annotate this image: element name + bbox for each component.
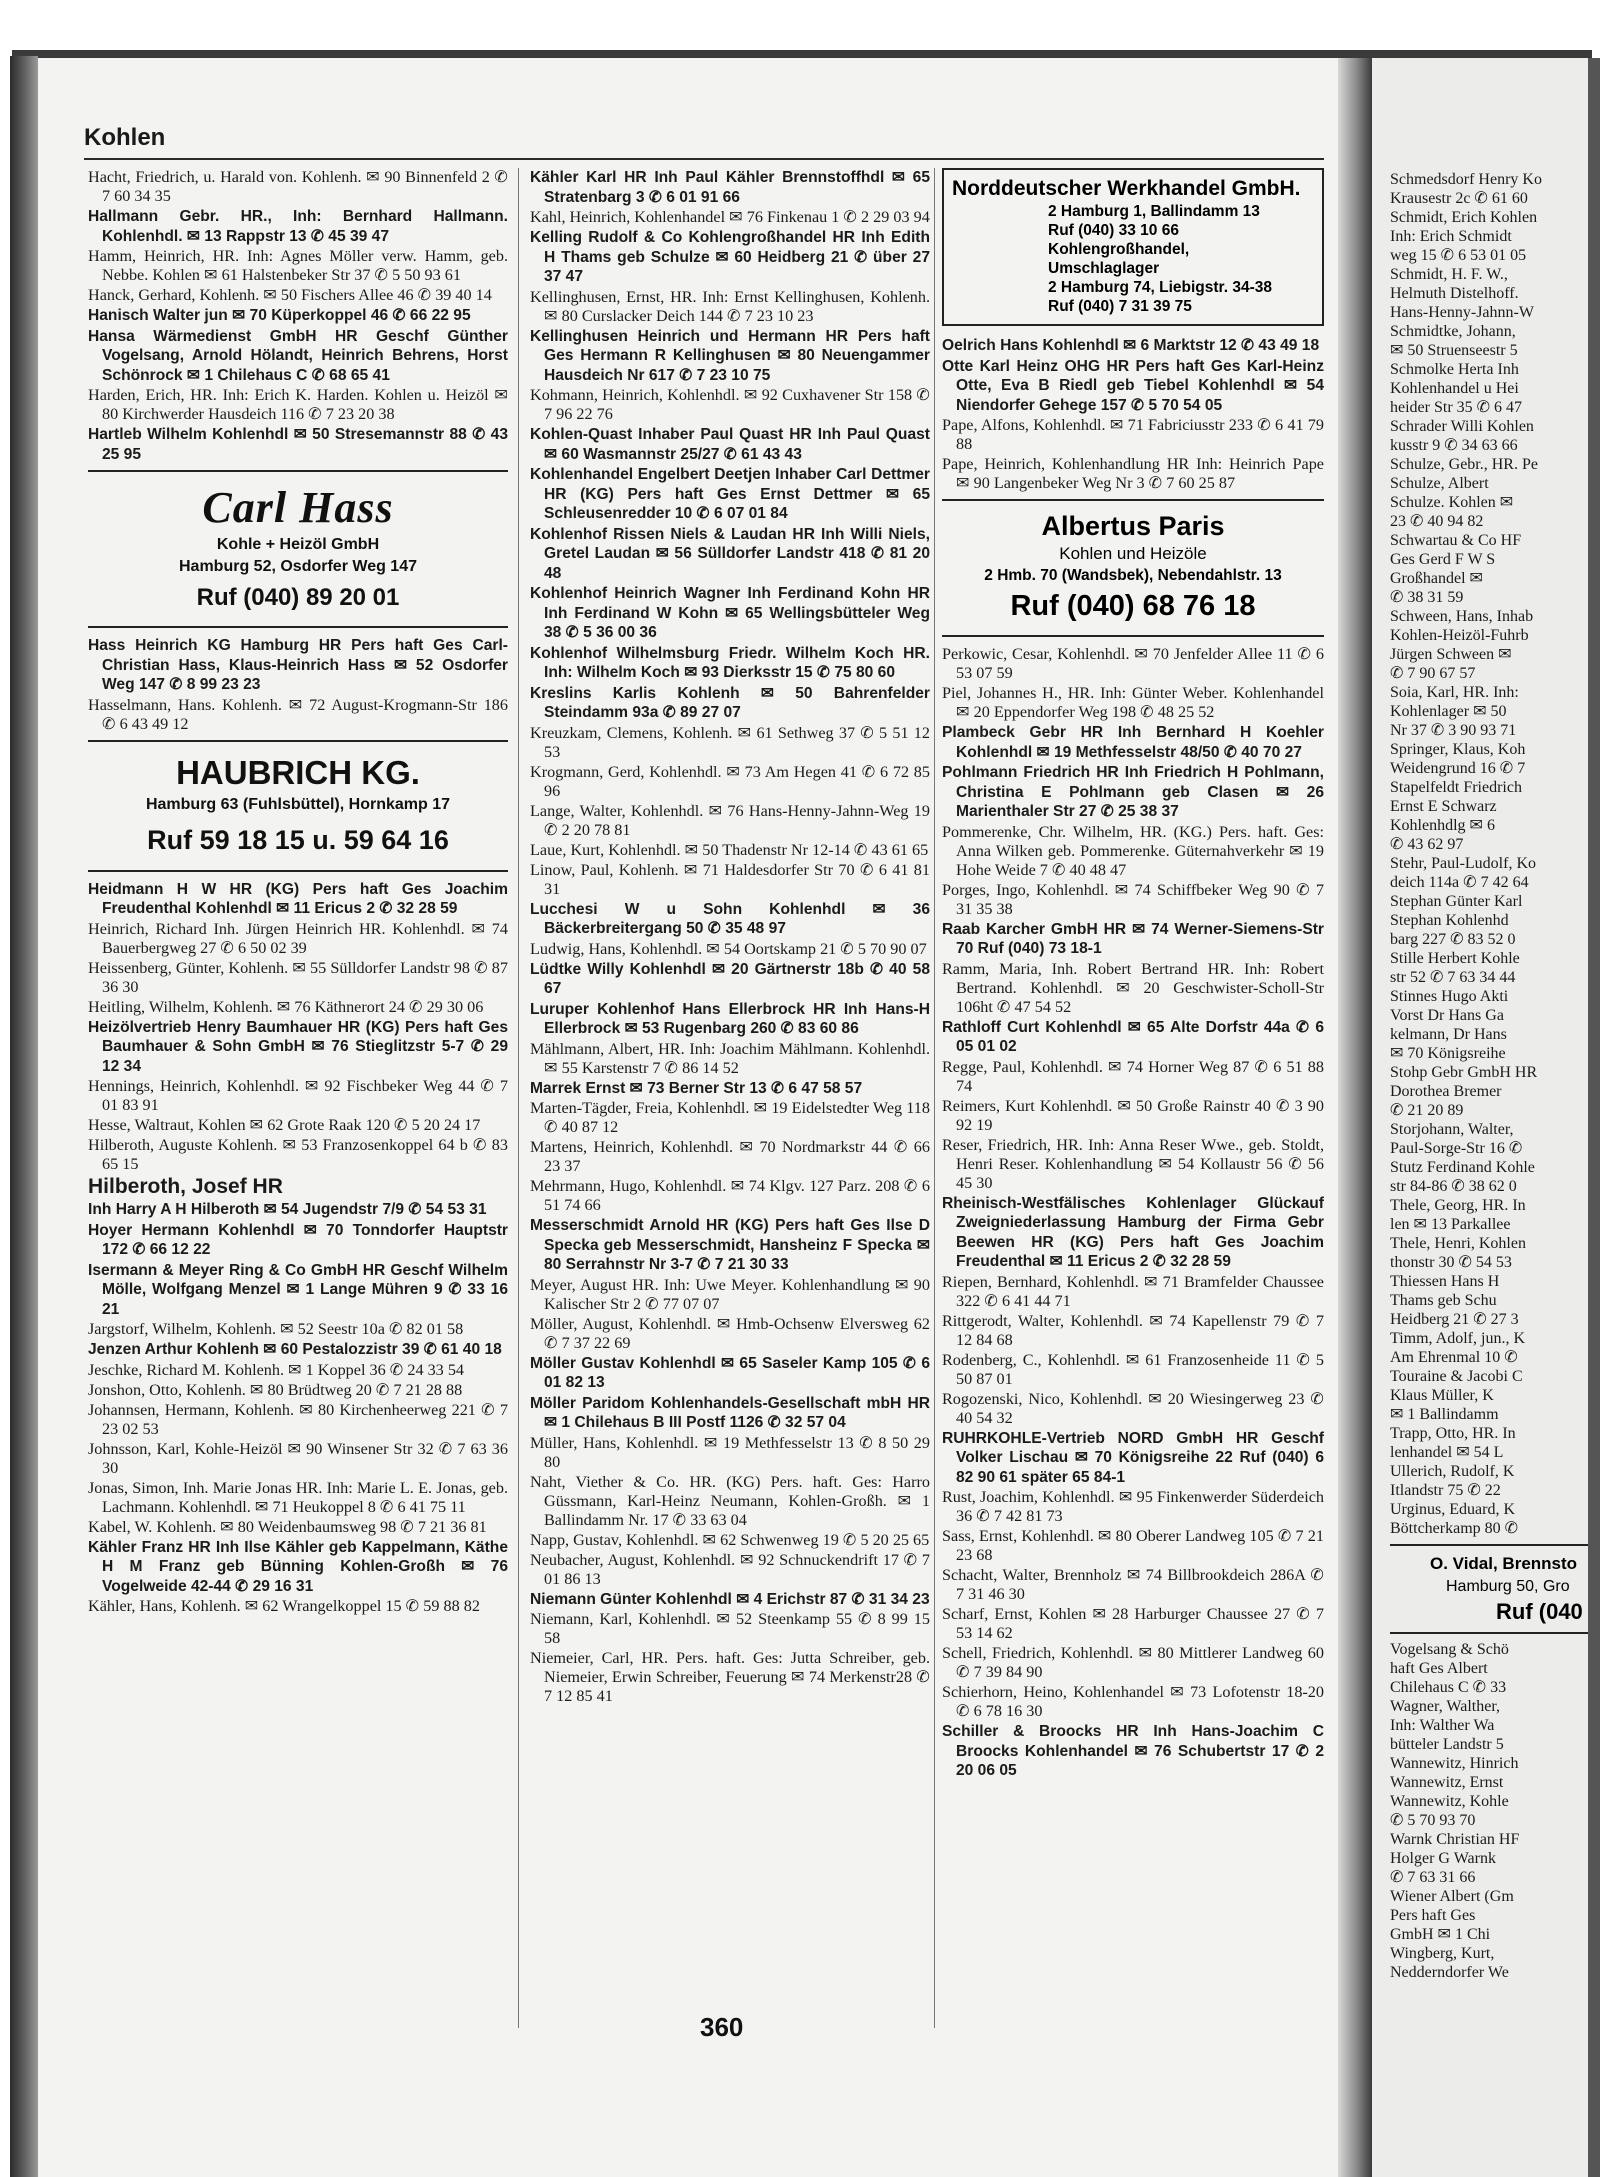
listing-entry: Marten-Tägder, Freia, Kohlenhdl. ✉ 19 Eidelstedter Weg 118 ✆ 40 87 12 [530,1099,930,1136]
listing-entry: Thams geb Schu [1390,1292,1497,1309]
listing-entry: kusstr 9 ✆ 34 63 66 [1390,437,1518,454]
listing-entry: Touraine & Jacobi C [1390,1368,1523,1385]
listing-entry: Schmedsdorf Henry Ko [1390,171,1542,188]
listing-entry: RUHRKOHLE-Vertrieb NORD GmbH HR Geschf Volker Lischau ✉ 70 Königsreihe 22 Ruf (040) 6 82 90 61 später 65 84-1 [942,1429,1324,1486]
listing-entry: Johnsson, Karl, Kohle-Heizöl ✉ 90 Winsener Str 32 ✆ 7 63 36 30 [88,1439,508,1477]
listing-entry: Kohlenhof Heinrich Wagner Inh Ferdinand Kohn HR Inh Ferdinand W Kohn ✉ 65 Wellingsbütteler Weg 38 ✆ 5 36 00 36 [530,585,930,641]
ad-vidal [1390,1544,1600,1634]
listing-entry: Ges Gerd F W S [1390,551,1496,568]
listing-entry: bütteler Landstr 5 [1390,1736,1504,1753]
listing-entry: ✆ 7 90 67 57 [1390,665,1476,682]
listing-entry: Neubacher, August, Kohlenhdl. ✉ 92 Schnuckendrift 17 ✆ 7 01 86 13 [530,1550,930,1588]
ad-address: 2 Hmb. 70 (Wandsbek), Nebendahlstr. 13 [984,567,1282,584]
carl-hass-logo: Carl Hass [202,483,394,532]
listing-entry: Itlandstr 75 ✆ 22 [1390,1482,1501,1499]
listing-entry: Kelling Rudolf & Co Kohlengroßhandel HR Inh Edith H Thams geb Schulze ✉ 60 Heidberg 21 ✆ über 27 37 47 [530,229,930,285]
listing-entry: Schiller & Broocks HR Inh Hans-Joachim C Broocks Kohlenhandel ✉ 76 Schubertstr 17 ✆ 2 20 06 05 [942,1723,1324,1779]
page-title: Kohlen [84,124,166,151]
listing-entry: Hans-Henny-Jahnn-W [1390,304,1534,321]
ad-norddeutscher-werkhandel [942,168,1324,326]
listing-entry: Napp, Gustav, Kohlenhdl. ✉ 62 Schwenweg 19 ✆ 5 20 25 65 [530,1530,930,1549]
page-number: 360 [700,2012,744,2042]
listing-entry: Kohmann, Heinrich, Kohlenhdl. ✉ 92 Cuxhavener Str 158 ✆ 7 96 22 76 [530,386,930,423]
ad-line: Ruf (040) 33 10 66 [1048,222,1179,239]
listing-entry: Kähler, Hans, Kohlenh. ✉ 62 Wrangelkoppel 15 ✆ 59 88 82 [88,1597,480,1615]
ad-phone: Ruf (040) 68 76 18 [1010,590,1256,622]
listing-entry: Hesse, Waltraut, Kohlen ✉ 62 Grote Raak 120 ✆ 5 20 24 17 [88,1116,481,1134]
listing-entry: Ullerich, Rudolf, K [1390,1463,1515,1480]
listing-entry: Jenzen Arthur Kohlenh ✉ 60 Pestalozzistr 39 ✆ 61 40 18 [88,1341,502,1358]
listing-entry: Reser, Friedrich, HR. Inh: Anna Reser Wwe., geb. Stoldt, Henri Reser. Kohlenhandlung ✉ 54 Kollaustr 56 ✆ 56 45 30 [942,1135,1324,1192]
book-edge-right [1588,58,1600,2177]
listing-entry: Hennings, Heinrich, Kohlenhdl. ✉ 92 Fischbeker Weg 44 ✆ 7 01 83 91 [88,1077,508,1114]
book-edge [12,50,1592,58]
listing-entry: Ludwig, Hans, Kohlenhdl. ✉ 54 Oortskamp 21 ✆ 5 70 90 07 [530,939,927,958]
listing-entry: 23 ✆ 40 94 82 [1390,513,1484,530]
listing-entry: Kabel, W. Kohlenh. ✉ 80 Weidenbaumsweg 98 ✆ 7 21 36 81 [88,1517,487,1536]
listing-entry: Niemann Günter Kohlenhdl ✉ 4 Erichstr 87 ✆ 31 34 23 [530,1590,930,1608]
listing-entry: Kahl, Heinrich, Kohlenhandel ✉ 76 Finkenau 1 ✆ 2 29 03 94 [530,208,930,226]
listing-entry: Kohlenlager ✉ 50 [1390,703,1507,720]
listing-entry: Wiener Albert (Gm [1390,1888,1514,1905]
listing-entry: ✆ 5 70 93 70 [1390,1812,1476,1829]
listing-entry: Thele, Georg, HR. In [1390,1197,1526,1214]
listing-entry: Stohp Gebr GmbH HR [1390,1064,1538,1081]
entry-list-a [88,168,508,464]
column-3 [942,168,1324,1782]
listing-entry: Jeschke, Richard M. Kohlenh. ✉ 1 Koppel 36 ✆ 24 33 54 [88,1360,465,1379]
ad-address: Hamburg 50, Gro [1446,1578,1570,1595]
listing-entry: Rathloff Curt Kohlenhdl ✉ 65 Alte Dorfstr 44a ✆ 6 05 01 02 [942,1018,1324,1055]
listing-entry: Dorothea Bremer [1390,1083,1502,1100]
listing-entry: Piel, Johannes H., HR. Inh: Günter Weber. Kohlenhandel ✉ 20 Eppendorfer Weg 198 ✆ 48 25 52 [942,684,1324,721]
listing-entry: Plambeck Gebr HR Inh Bernhard H Koehler Kohlenhdl ✉ 19 Methfesselstr 48/50 ✆ 40 70 27 [942,724,1324,761]
listing-entry: Schulze. Kohlen ✉ [1390,494,1514,511]
listing-entry: kelmann, Dr Hans [1390,1026,1507,1043]
listing-entry: Kohlenhandel u Hei [1390,380,1519,397]
listing-entry: Vorst Dr Hans Ga [1390,1007,1504,1024]
listing-entry: Otte Karl Heinz OHG HR Pers haft Ges Karl-Heinz Otte, Eva B Riedl geb Tiebel Kohlenhdl ✉ 54 Niendorfer Gehege 157 ✆ 5 70 54 05 [942,357,1324,414]
listing-entry: ✆ 43 62 97 [1390,836,1464,853]
listing-entry: barg 227 ✆ 83 52 0 [1390,931,1516,948]
listing-entry: Rogozenski, Nico, Kohlenhdl. ✉ 20 Wiesingerweg 23 ✆ 40 54 32 [942,1389,1324,1427]
listing-entry: Kähler Franz HR Inh Ilse Kähler geb Kappelmann, Käthe H M Franz geb Bünning Kohlen-Großh ✉ 76 Vogelweide 42-44 ✆ 29 16 31 [88,1538,508,1595]
listing-entry: Storjohann, Walter, [1390,1121,1514,1138]
listing-entry: Urginus, Eduard, K [1390,1501,1516,1518]
ad-line: Kohlengroßhandel, [1048,241,1190,258]
book-spine [10,56,38,2177]
listing-entry: Rodenberg, C., Kohlenhdl. ✉ 61 Franzosenheide 11 ✆ 5 50 87 01 [942,1350,1324,1388]
listing-entry: Stephan Günter Karl [1390,893,1523,910]
listing-entry: Kellinghusen Heinrich und Hermann HR Pers haft Ges Hermann R Kellinghusen ✉ 80 Neuengammer Hausdeich Nr 617 ✆ 7 23 10 75 [530,327,930,384]
listing-entry: Ramm, Maria, Inh. Robert Bertrand HR. Inh: Robert Bertrand. Kohlenhdl. ✉ 20 Geschwister-Scholl-Str 106ht ✆ 47 54 52 [942,959,1324,1016]
listing-entry: Jonas, Simon, Inh. Marie Jonas HR. Inh: Marie L. E. Jonas, geb. Lachmann. Kohlenhdl. ✉ 71 Heukoppel 8 ✆ 6 41 75 11 [88,1478,508,1516]
ad-line: 2 Hamburg 1, Ballindamm 13 [1048,203,1260,220]
listing-entry: Nedderndorfer We [1390,1964,1509,1981]
listing-entry: Wagner, Walther, [1390,1698,1501,1715]
listing-entry: Helmuth Distelhoff. [1390,285,1519,302]
listing-entry: Klaus Müller, K [1390,1387,1494,1404]
listing-entry: weg 15 ✆ 6 53 01 05 [1390,247,1527,264]
page-gutter [1338,58,1372,2177]
listing-entry: Lange, Walter, Kohlenhdl. ✉ 76 Hans-Henny-Jahnn-Weg 19 ✆ 2 20 78 81 [530,801,930,839]
listing-entry: Schmolke Herta Inh [1390,361,1519,378]
listing-entry: Hansa Wärmedienst GmbH HR Geschf Günther Vogelsang, Arnold Hölandt, Heinrich Behrens, Horst Schönrock ✉ 1 Chilehaus C ✆ 68 65 41 [88,327,508,384]
listing-entry: Stutz Ferdinand Kohle [1390,1159,1535,1176]
column-divider [518,168,519,2028]
listing-entry: str 52 ✆ 7 63 34 44 [1390,969,1516,986]
listing-entry: Hass Heinrich KG Hamburg HR Pers haft Ges Carl-Christian Hass, Klaus-Heinrich Hass ✉ 52 Osdorfer Weg 147 ✆ 8 99 23 23 [88,637,508,693]
listing-entry: Chilehaus C ✆ 33 [1390,1679,1507,1696]
ad-title: O. Vidal, Brennsto [1430,1554,1578,1573]
listing-entry: Pape, Alfons, Kohlenhdl. ✉ 71 Fabriciusstr 233 ✆ 6 41 79 88 [942,416,1324,453]
listing-entry: Reimers, Kurt Kohlenhdl. ✉ 50 Große Rainstr 40 ✆ 3 90 92 19 [942,1096,1324,1134]
listing-entry: Hanck, Gerhard, Kohlenh. ✉ 50 Fischers Allee 46 ✆ 39 40 14 [88,286,492,304]
listing-entry: Mählmann, Albert, HR. Inh: Joachim Mählmann. Kohlenhdl. ✉ 55 Karstenstr 7 ✆ 86 14 52 [530,1039,930,1077]
ad-phone: Ruf (040 [1496,1599,1583,1624]
listing-entry: Schierhorn, Heino, Kohlenhandel ✉ 73 Lofotenstr 18-20 ✆ 6 78 16 30 [942,1683,1324,1720]
listing-entry: Paul-Sorge-Str 16 ✆ [1390,1140,1523,1157]
listing-entry: Thele, Henri, Kohlen [1390,1235,1526,1252]
listing-entry: Stinnes Hugo Akti [1390,988,1509,1005]
listing-entry: Riepen, Bernhard, Kohlenhdl. ✉ 71 Bramfelder Chaussee 322 ✆ 6 41 44 71 [942,1272,1324,1310]
listing-entry: Perkowic, Cesar, Kohlenhdl. ✉ 70 Jenfelder Allee 11 ✆ 6 53 07 59 [942,645,1324,682]
listing-entry: Jargstorf, Wilhelm, Kohlenh. ✉ 52 Seestr 10a ✆ 82 01 58 [88,1320,464,1338]
listing-entry: Stehr, Paul-Ludolf, Ko [1390,855,1537,872]
listing-entry: thonstr 30 ✆ 54 53 [1390,1254,1512,1271]
listing-entry: Soia, Karl, HR. Inh: [1390,684,1519,701]
listing-entry: Inh: Walther Wa [1390,1717,1495,1734]
listing-entry: Kohlenhandel Engelbert Deetjen Inhaber Carl Dettmer HR (KG) Pers haft Ges Ernst Dettmer ✉ 65 Schleusenredder 10 ✆ 6 07 01 84 [530,466,930,522]
listing-entry: Thiessen Hans H [1390,1273,1500,1290]
listing-entry: Hanisch Walter jun ✉ 70 Küperkoppel 46 ✆ 66 22 95 [88,307,471,324]
listing-entry: str 84-86 ✆ 38 62 0 [1390,1178,1517,1195]
listing-entry: Stephan Kohlenhd [1390,912,1509,929]
ad-title: Norddeutscher Werkhandel GmbH. [952,177,1301,200]
listing-entry: Kohlen-Heizöl-Fuhrb [1390,627,1529,644]
ad-address: Hamburg 52, Osdorfer Weg 147 [179,558,417,575]
listing-entry: Holger G Warnk [1390,1850,1496,1867]
haubrich-title: HAUBRICH KG. [176,753,420,791]
listing-entry: Hamm, Heinrich, HR. Inh: Agnes Möller verw. Hamm, geb. Nebbe. Kohlen ✉ 61 Halstenbeker Str 37 ✆ 5 50 93 61 [88,247,508,284]
listing-entry: Möller Gustav Kohlenhdl ✉ 65 Saseler Kamp 105 ✆ 6 01 82 13 [530,1354,930,1391]
hilberoth-detail: Inh Harry A H Hilberoth ✉ 54 Jugendstr 7/9 ✆ 54 53 31 [88,1201,487,1218]
listing-entry: Harden, Erich, HR. Inh: Erich K. Harden. Kohlen u. Heizöl ✉ 80 Kirchwerder Hausdeich 116 ✆ 7 23 20 38 [88,386,508,423]
ad-line: Umschlaglager [1048,260,1160,277]
listing-entry: Möller Paridom Kohlenhandels-Gesellschaft mbH HR ✉ 1 Chilehaus B III Postf 1126 ✆ 32 57 04 [530,1394,930,1431]
ad-albertus-paris [942,499,1324,637]
listing-entry: Niemann, Karl, Kohlenhdl. ✉ 52 Steenkamp 55 ✆ 8 99 15 58 [530,1610,930,1647]
entry-list [530,168,930,1706]
listing-entry: Rust, Joachim, Kohlenhdl. ✉ 95 Finkenwerder Süderdeich 36 ✆ 7 42 81 73 [942,1488,1324,1525]
entry-list-b [88,636,508,734]
listing-entry: Niemeier, Carl, HR. Pers. haft. Ges: Jutta Schreiber, geb. Niemeier, Erwin Schreiber, Feuerung ✉ 74 Merkenstr28 ✆ 7 12 85 41 [530,1649,930,1705]
listing-entry: Rittgerodt, Walter, Kohlenhdl. ✉ 74 Kapellenstr 79 ✆ 7 12 84 68 [942,1311,1324,1349]
ad-line: Ruf (040) 7 31 39 75 [1048,298,1192,315]
listing-entry: Laue, Kurt, Kohlenhdl. ✉ 50 Thadenstr Nr 12-14 ✆ 43 61 65 [530,840,929,859]
listing-entry: Hasselmann, Hans. Kohlenh. ✉ 72 August-Krogmann-Str 186 ✆ 6 43 49 12 [88,695,508,733]
listing-entry: lenhandel ✉ 54 L [1390,1444,1504,1461]
listing-entry: Jonshon, Otto, Kohlenh. ✉ 80 Brüdtweg 20 ✆ 7 21 28 88 [88,1380,463,1399]
listing-entry: Linow, Paul, Kohlenh. ✉ 71 Haldesdorfer Str 70 ✆ 6 41 81 31 [530,860,930,898]
ad-carl-hass [88,470,508,628]
listing-entry: Naht, Viether & Co. HR. (KG) Pers. haft. Ges: Harro Güssmann, Karl-Heinz Neumann, Kohlen-Großh. ✉ 1 Ballindamm Nr. 17 ✆ 33 63 04 [530,1472,930,1529]
listing-entry: Hoyer Hermann Kohlenhdl ✉ 70 Tonndorfer Hauptstr 172 ✆ 66 12 22 [88,1221,508,1258]
ad-phone: Ruf 59 18 15 u. 59 64 16 [147,824,449,855]
listing-entry: Pers haft Ges [1390,1907,1476,1924]
listing-entry: Schmidt, H. F. W., [1390,266,1508,283]
entry-list-b [1390,1640,1600,1982]
ad-haubrich [88,740,508,872]
listing-entry: Vogelsang & Schö [1390,1641,1509,1658]
ad-line: 2 Hamburg 74, Liebigstr. 34-38 [1048,279,1272,296]
right-page-column [1390,170,1600,1982]
ad-address: Hamburg 63 (Fuhlsbüttel), Hornkamp 17 [145,795,451,813]
listing-entry: GmbH ✉ 1 Chi [1390,1926,1491,1943]
listing-entry: Luruper Kohlenhof Hans Ellerbrock HR Inh Hans-H Ellerbrock ✉ 53 Rugenbarg 260 ✆ 83 60 86 [530,1000,930,1037]
listing-entry: Heinrich, Richard Inh. Jürgen Heinrich HR. Kohlenhdl. ✉ 74 Bauerbergweg 27 ✆ 6 50 02 39 [88,919,508,957]
entry-list-c [88,880,508,1175]
listing-entry: Pape, Heinrich, Kohlenhandlung HR Inh: Heinrich Pape ✉ 90 Langenbeker Weg Nr 3 ✆ 7 60 25 87 [942,455,1324,492]
listing-entry: Krogmann, Gerd, Kohlenhdl. ✉ 73 Am Hegen 41 ✆ 6 72 85 96 [530,762,930,800]
listing-entry: Martens, Heinrich, Kohlenhdl. ✉ 70 Nordmarkstr 44 ✆ 66 23 37 [530,1138,930,1175]
listing-entry: Schrader Willi Kohlen [1390,418,1534,435]
listing-entry: Heissenberg, Günter, Kohlenh. ✉ 55 Sülldorfer Landstr 98 ✆ 87 36 30 [88,958,508,996]
listing-entry: Mehrmann, Hugo, Kohlenhdl. ✉ 74 Klgv. 127 Parz. 208 ✆ 6 51 74 66 [530,1177,930,1214]
listing-entry: Pohlmann Friedrich HR Inh Friedrich H Pohlmann, Christina E Pohlmann geb Clasen ✉ 26 Marienthaler Str 27 ✆ 25 38 37 [942,764,1324,820]
ad-phone: Ruf (040) 89 20 01 [196,584,400,611]
listing-entry: Heidmann H W HR (KG) Pers haft Ges Joachim Freudenthal Kohlenhdl ✉ 11 Ericus 2 ✆ 32 28 59 [88,880,508,917]
listing-entry: Großhandel ✉ [1390,570,1483,587]
listing-entry: Stapelfeldt Friedrich [1390,779,1522,796]
listing-entry: ✉ 1 Ballindamm [1390,1406,1499,1423]
listing-entry: Regge, Paul, Kohlenhdl. ✉ 74 Horner Weg 87 ✆ 6 51 88 74 [942,1057,1324,1095]
listing-entry: Schulze, Albert [1390,475,1489,492]
listing-entry: Wannewitz, Hinrich [1390,1755,1519,1772]
listing-entry: Messerschmidt Arnold HR (KG) Pers haft Ges Ilse D Specka geb Messerschmidt, Hansheinz F Specka ✉ 80 Serrahnstr Nr 3-7 ✆ 7 21 30 33 [530,1217,930,1273]
listing-entry: Marrek Ernst ✉ 73 Berner Str 13 ✆ 6 47 58 57 [530,1079,863,1097]
ad-title: Albertus Paris [1041,511,1225,541]
listing-entry: Krausestr 2c ✆ 61 60 [1390,190,1528,207]
listing-entry: Schell, Friedrich, Kohlenhdl. ✉ 80 Mittlerer Landweg 60 ✆ 7 39 84 90 [942,1644,1324,1681]
listing-entry: Schween, Hans, Inhab [1390,608,1534,625]
entry-list-a [1390,170,1600,1538]
listing-entry: Wannewitz, Kohle [1390,1793,1509,1810]
listing-entry: Schacht, Walter, Brennholz ✉ 74 Billbrookdeich 286A ✆ 7 31 46 30 [942,1566,1324,1603]
listing-entry: Nr 37 ✆ 3 90 93 71 [1390,722,1517,739]
listing-entry: Hartleb Wilhelm Kohlenhdl ✉ 50 Stresemannstr 88 ✆ 43 25 95 [88,426,508,463]
listing-entry: Johannsen, Hermann, Kohlenh. ✉ 80 Kirchenheerweg 221 ✆ 7 23 02 53 [88,1400,508,1438]
listing-entry: Isermann & Meyer Ring & Co GmbH HR Geschf Wilhelm Mölle, Wolfgang Menzel ✉ 1 Lange Mühren 9 ✆ 33 16 21 [88,1261,508,1318]
listing-entry: Pommerenke, Chr. Wilhelm, HR. (KG.) Pers. haft. Ges: Anna Wilken geb. Pommerenke. Güternahverkehr ✉ 19 Hohe Weide 7 ✆ 40 48 47 [942,822,1324,879]
listing-entry: Schmidtke, Johann, [1390,323,1516,340]
header-rule [84,158,1324,160]
listing-entry: Inh: Erich Schmidt [1390,228,1512,245]
listing-entry: haft Ges Albert [1390,1660,1488,1677]
listing-entry: Scharf, Ernst, Kohlen ✉ 28 Harburger Chaussee 27 ✆ 7 53 14 62 [942,1605,1324,1642]
listing-entry: Wannewitz, Ernst [1390,1774,1504,1791]
entry-list-a [942,336,1324,493]
listing-entry: Kohlen-Quast Inhaber Paul Quast HR Inh Paul Quast ✉ 60 Wasmannstr 25/27 ✆ 61 43 43 [530,426,930,463]
listing-entry: Schulze, Gebr., HR. Pe [1390,456,1538,473]
listing-entry: Sass, Ernst, Kohlenhdl. ✉ 80 Oberer Landweg 105 ✆ 7 21 23 68 [942,1527,1324,1564]
listing-entry: Timm, Adolf, jun., K [1390,1330,1525,1347]
listing-entry: Jürgen Schween ✉ [1390,646,1512,663]
listing-entry: Warnk Christian HF [1390,1831,1520,1848]
listing-entry: Böttcherkamp 80 ✆ [1390,1520,1519,1537]
listing-entry: Kreslins Karlis Kohlenh ✉ 50 Bahrenfelder Steindamm 93a ✆ 89 27 07 [530,684,930,721]
listing-entry: Rheinisch-Westfälisches Kohlenlager Glückauf Zweigniederlassung Hamburg der Firma Gebr Beewen HR (KG) Pers haft Ges Joachim Freudenthal ✉ 11 Ericus 2 ✆ 32 28 59 [942,1194,1324,1270]
listing-entry: Oelrich Hans Kohlenhdl ✉ 6 Marktstr 12 ✆ 43 49 18 [942,337,1320,354]
entry-list-d [88,1221,508,1617]
ad-line: Kohle + Heizöl GmbH [216,536,380,553]
scan-top-margin [0,0,1600,56]
listing-entry: Heidberg 21 ✆ 27 3 [1390,1311,1519,1328]
listing-entry: Trapp, Otto, HR. In [1390,1425,1516,1442]
listing-entry: len ✉ 13 Parkallee [1390,1216,1511,1233]
listing-entry: Hacht, Friedrich, u. Harald von. Kohlenh. ✉ 90 Binnenfeld 2 ✆ 7 60 34 35 [88,168,508,205]
listing-entry: Heitling, Wilhelm, Kohlenh. ✉ 76 Käthnerort 24 ✆ 29 30 06 [88,997,484,1016]
column-1 [88,168,508,1617]
listing-entry: Möller, August, Kohlenhdl. ✉ Hmb-Ochsenw Elversweg 62 ✆ 7 37 22 69 [530,1314,930,1352]
listing-entry: Ernst E Schwarz [1390,798,1497,815]
listing-entry: ✆ 21 20 89 [1390,1102,1464,1119]
listing-entry: Meyer, August HR. Inh: Uwe Meyer. Kohlenhandlung ✉ 90 Kalischer Str 2 ✆ 77 07 07 [530,1275,930,1313]
listing-entry: Schmidt, Erich Kohlen [1390,209,1538,226]
listing-entry: Hallmann Gebr. HR., Inh: Bernhard Hallmann. Kohlenhdl. ✉ 13 Rappstr 13 ✆ 45 39 47 [88,208,508,245]
listing-entry: Wingberg, Kurt, [1390,1945,1495,1962]
listing-entry: Stille Herbert Kohle [1390,950,1520,967]
listing-entry: Kohlenhof Rissen Niels & Laudan HR Inh Willi Niels, Gretel Laudan ✉ 56 Sülldorfer Landstr 418 ✆ 81 20 48 [530,525,930,582]
listing-entry: Porges, Ingo, Kohlenhdl. ✉ 74 Schiffbeker Weg 90 ✆ 7 31 35 38 [942,880,1324,918]
listing-entry: Kähler Karl HR Inh Paul Kähler Brennstoffhdl ✉ 65 Stratenbarg 3 ✆ 6 01 91 66 [530,169,930,206]
listing-entry: Kohlenhdlg ✉ 6 [1390,817,1495,834]
listing-entry: Springer, Klaus, Koh [1390,741,1526,758]
listing-entry: ✉ 70 Königsreihe [1390,1045,1506,1062]
listing-entry: Lucchesi W u Sohn Kohlenhdl ✉ 36 Bäckerbreitergang 50 ✆ 35 48 97 [530,900,930,937]
ad-subtitle: Kohlen und Heizöle [1059,544,1207,563]
listing-entry: ✆ 7 63 31 66 [1390,1869,1476,1886]
listing-entry: ✉ 50 Struenseestr 5 [1390,342,1518,359]
listing-entry: Weidengrund 16 ✆ 7 [1390,760,1526,777]
listing-entry: Kellinghusen, Ernst, HR. Inh: Ernst Kellinghusen, Kohlenh. ✉ 80 Curslacker Deich 144 ✆ 7 23 10 23 [530,287,930,325]
listing-entry: ✆ 38 31 59 [1390,589,1464,606]
listing-entry: Schwartau & Co HF [1390,532,1522,549]
listing-entry: Hilberoth, Auguste Kohlenh. ✉ 53 Franzosenkoppel 64 b ✆ 83 65 15 [88,1136,508,1173]
listing-entry: Müller, Hans, Kohlenhdl. ✉ 19 Methfesselstr 13 ✆ 8 50 29 80 [530,1433,930,1471]
listing-entry: Lüdtke Willy Kohlenhdl ✉ 20 Gärtnerstr 18b ✆ 40 58 67 [530,960,930,997]
listing-entry: Kreuzkam, Clemens, Kohlenh. ✉ 61 Sethweg 37 ✆ 5 51 12 53 [530,723,930,761]
listing-entry: Am Ehrenmal 10 ✆ [1390,1349,1518,1366]
column-2 [530,168,930,1707]
listing-entry: Heizölvertrieb Henry Baumhauer HR (KG) Pers haft Ges Baumhauer & Sohn GmbH ✉ 76 Stieglitzstr 5-7 ✆ 29 12 34 [88,1018,508,1075]
entry-list-b [942,645,1324,1781]
listing-entry: Kohlenhof Wilhelmsburg Friedr. Wilhelm Koch HR. Inh: Wilhelm Koch ✉ 93 Dierksstr 15 ✆ 75 80 60 [530,644,930,681]
listing-entry: Raab Karcher GmbH HR ✉ 74 Werner-Siemens-Str 70 Ruf (040) 73 18-1 [942,920,1324,957]
column-divider [934,168,935,2028]
listing-entry: heider Str 35 ✆ 6 47 [1390,399,1523,416]
hilberoth-heading: Hilberoth, Josef HR [88,1175,283,1198]
listing-entry: deich 114a ✆ 7 42 64 [1390,874,1529,891]
